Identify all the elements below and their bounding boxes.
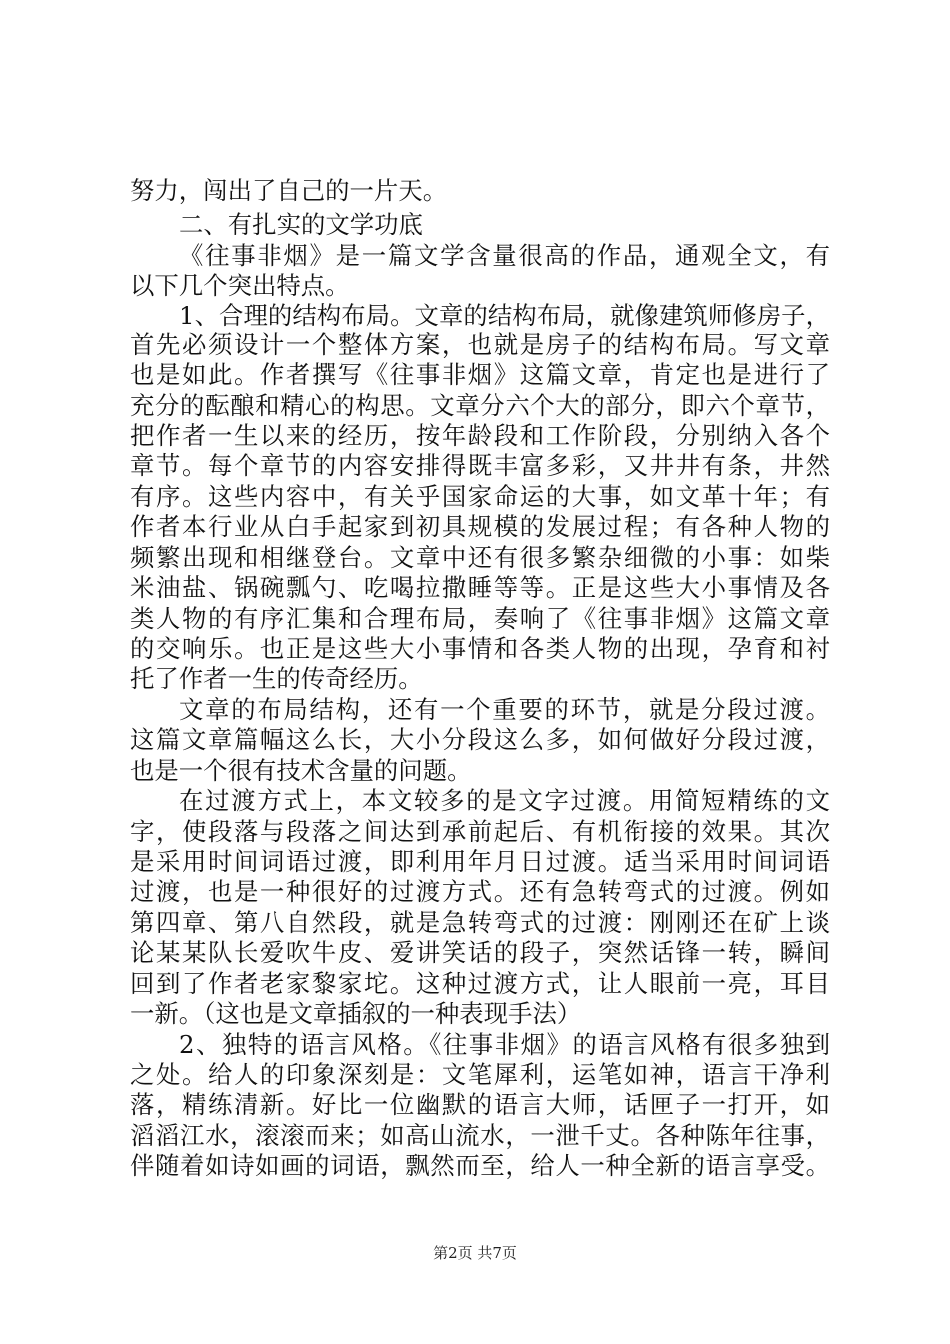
text-line: 《往事非烟》是一篇文学含量很高的作品，通观全文，有 bbox=[179, 241, 830, 270]
text-line: 有序。这些内容中，有关乎国家命运的大事，如文革十年；有 bbox=[130, 482, 830, 511]
text-line: 以下几个突出特点。 bbox=[130, 271, 350, 300]
text-line: 论某某队长爱吹牛皮、爱讲笑话的段子，突然话锋一转，瞬间 bbox=[130, 938, 830, 967]
text-line: 过渡，也是一种很好的过渡方式。还有急转弯式的过渡。例如 bbox=[130, 877, 830, 906]
text-line: 在过渡方式上，本文较多的是文字过渡。用简短精练的文 bbox=[179, 786, 830, 815]
text-line: 类人物的有序汇集和合理布局，奏响了《往事非烟》这篇文章 bbox=[130, 604, 830, 633]
text-line: 章节。每个章节的内容安排得既丰富多彩，又井井有条，井然 bbox=[130, 451, 830, 480]
text-line: 频繁出现和相继登台。文章中还有很多繁杂细微的小事：如柴 bbox=[130, 543, 830, 572]
text-line: 充分的酝酿和精心的构思。文章分六个大的部分，即六个章节， bbox=[130, 391, 830, 420]
text-line: 米油盐、锅碗瓢勺、吃喝拉撒睡等等。正是这些大小事情及各 bbox=[130, 573, 830, 602]
text-line: 作者本行业从白手起家到初具规模的发展过程；有各种人物的 bbox=[130, 512, 830, 541]
text-line: 也是如此。作者撰写《往事非烟》这篇文章，肯定也是进行了 bbox=[130, 360, 830, 389]
text-line: 伴随着如诗如画的词语，飘然而至，给人一种全新的语言享受。 bbox=[130, 1151, 830, 1180]
text-line: 落，精练清新。好比一位幽默的语言大师，话匣子一打开，如 bbox=[130, 1090, 830, 1119]
text-line: 这篇文章篇幅这么长，大小分段这么多，如何做好分段过渡， bbox=[130, 725, 830, 754]
text-line: 的交响乐。也正是这些大小事情和各类人物的出现，孕育和衬 bbox=[130, 634, 830, 663]
text-line: 之处。给人的印象深刻是：文笔犀利，运笔如神，语言干净利 bbox=[130, 1060, 830, 1089]
page-number: 第2页 共7页 bbox=[433, 1244, 517, 1262]
text-line: 1、合理的结构布局。文章的结构布局，就像建筑师修房子， bbox=[179, 301, 830, 330]
text-line: 首先必须设计一个整体方案，也就是房子的结构布局。写文章 bbox=[130, 330, 830, 359]
text-line: 一新。（这也是文章插叙的一种表现手法） bbox=[130, 999, 582, 1028]
text-line: 字，使段落与段落之间达到承前起后、有机衔接的效果。其次 bbox=[130, 817, 830, 846]
text-line: 是采用时间词语过渡，即利用年月日过渡。适当采用时间词语 bbox=[130, 847, 830, 876]
text-line: 也是一个很有技术含量的问题。 bbox=[130, 756, 472, 785]
text-line: 2、独特的语言风格。《往事非烟》的语言风格有很多独到 bbox=[179, 1030, 830, 1059]
text-line: 第四章、第八自然段，就是急转弯式的过渡：刚刚还在矿上谈 bbox=[130, 908, 830, 937]
section-heading: 二、有扎实的文学功底 bbox=[179, 210, 423, 239]
text-line: 滔滔江水，滚滚而来；如高山流水，一泄千丈。各种陈年往事， bbox=[130, 1121, 830, 1150]
text-line: 回到了作者老家黎家坨。这种过渡方式，让人眼前一亮，耳目 bbox=[130, 969, 830, 998]
text-line: 托了作者一生的传奇经历。 bbox=[130, 664, 423, 693]
text-line: 文章的布局结构，还有一个重要的环节，就是分段过渡。 bbox=[179, 695, 830, 724]
text-line: 把作者一生以来的经历，按年龄段和工作阶段，分别纳入各个 bbox=[130, 421, 830, 450]
text-line: 努力，闯出了自己的一片天。 bbox=[130, 176, 448, 205]
